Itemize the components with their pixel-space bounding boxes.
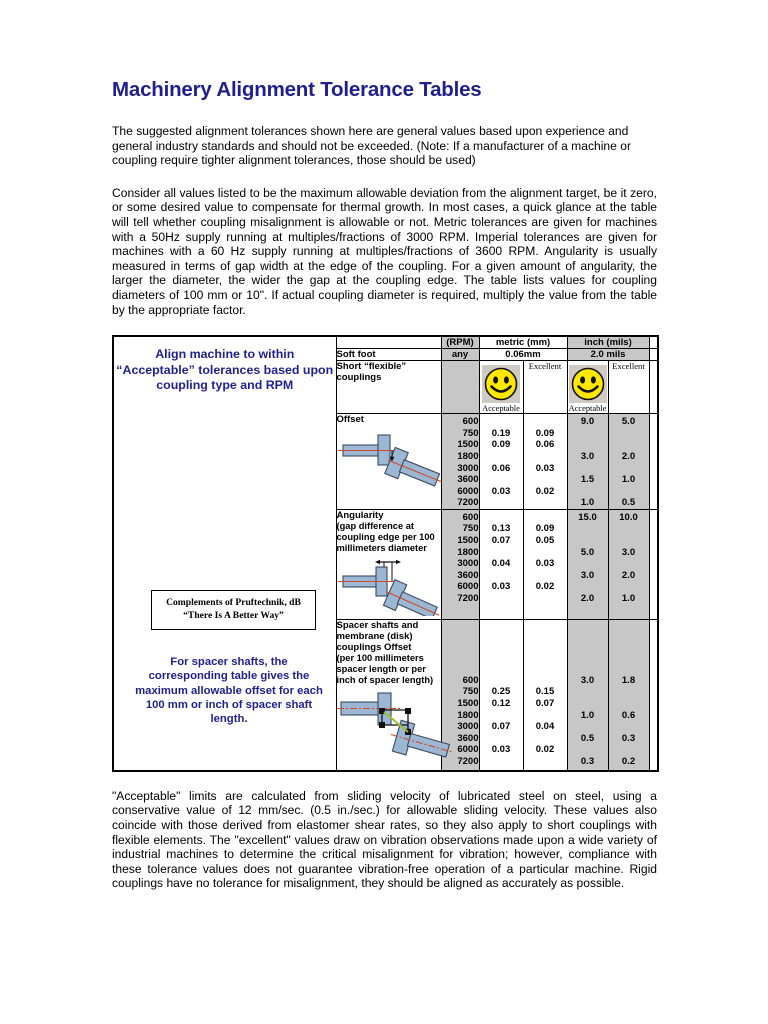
table-cell-value bbox=[568, 698, 608, 710]
table-cell-value: 750 bbox=[462, 427, 479, 439]
offset-inch-excellent bbox=[608, 414, 649, 510]
table-cell-value: 3600 bbox=[457, 732, 479, 744]
angularity-inch-acceptable bbox=[567, 509, 608, 619]
table-cell-value: 1.5 bbox=[580, 474, 595, 486]
table-cell-value: 3600 bbox=[457, 474, 479, 486]
table-cell-value bbox=[568, 558, 608, 570]
table-cell-value bbox=[609, 581, 649, 593]
table-cell-value bbox=[568, 686, 608, 698]
soft-foot-label: Soft foot bbox=[336, 349, 441, 361]
angularity-subtitle: (gap difference at coupling edge per 100 millimeters diameter bbox=[336, 520, 435, 553]
angularity-shaft-diagram bbox=[337, 556, 441, 619]
table-cell-value: 0.2 bbox=[621, 756, 636, 768]
second-paragraph: Consider all values listed to be the maximum allowable deviation from the alignment target, be it zero, or some desired value to compensate for thermal growth. In most cases, a quick glance at the table will tell whether coupling misalignment is allowable or not. Metric tolerances are given for machines with a 50Hz supply running at multiples/fractions of 3000 RPM. Imperial tolerances are given for machines with a 60 Hz supply running at multiples/fractions of 3600 RPM. Angularity is usually measured in terms of gap width at the edge of the coupling. For a given amount of angularity, the larger the diameter, the wider the gap at the coupling edge. The table lists values for coupling diameters of 100 mm or 10". If actual coupling diameter is required, multiply the value from the table by the appropriate factor. bbox=[112, 185, 657, 317]
footer-paragraph: "Acceptable" limits are calculated from sliding velocity of lubricated steel on steel, using a conservative value of 12 mm/sec. (0.5 in./sec.) for allowable sliding velocity. These values also coincide with those derived from elastomer shear rates, so they also apply to short couplings with flexible elements. The "excellent" values draw on vibration observations made upon a wide variety of industrial machines to determine the critical misalignment for vibration; however, compliance with these tolerance values does not guarantee vibration-free operation of a particular machine. Rigid couplings have no tolerance for misalignment, they should be aligned as accurately as possible. bbox=[112, 788, 657, 891]
table-cell-value: 600 bbox=[462, 511, 479, 523]
spacer-metric-acceptable bbox=[479, 619, 523, 771]
offset-tail-cell bbox=[649, 414, 658, 510]
table-cell-value bbox=[480, 710, 523, 722]
table-cell-value: 3.0 bbox=[621, 546, 636, 558]
offset-title: Offset bbox=[336, 414, 364, 426]
table-cell-value: 750 bbox=[462, 523, 479, 535]
table-cell-value: 1500 bbox=[457, 439, 479, 451]
table-cell-value: 750 bbox=[462, 686, 479, 698]
angularity-inch-excellent bbox=[608, 509, 649, 619]
table-cell-value bbox=[609, 698, 649, 710]
spacer-metric-excellent bbox=[523, 619, 567, 771]
metric-acceptable-legend bbox=[479, 361, 523, 414]
table-cell-value bbox=[568, 463, 608, 475]
table-cell-value bbox=[480, 497, 523, 509]
table-cell-value bbox=[524, 512, 567, 524]
table-cell-value bbox=[524, 474, 567, 486]
table-cell-value: 0.07 bbox=[491, 721, 511, 733]
inch-acceptable-caption: Acceptable bbox=[568, 404, 607, 414]
table-cell-value bbox=[524, 733, 567, 745]
table-cell-value bbox=[568, 486, 608, 498]
table-cell-value: 0.07 bbox=[491, 535, 511, 547]
table-cell-value: 7200 bbox=[457, 497, 479, 509]
header-tail-cell bbox=[649, 336, 658, 349]
table-cell-value bbox=[524, 451, 567, 463]
quality-rpm-blank bbox=[441, 361, 479, 414]
table-cell-value: 3600 bbox=[457, 569, 479, 581]
table-cell-value: 0.02 bbox=[535, 485, 555, 497]
intro-paragraph: The suggested alignment tolerances shown here are general values based upon experience and general industry standards and should not be exceeded. (Note: If a manufacturer of a machine or coupling require tighter alignment tolerances, those should be used) bbox=[112, 124, 631, 168]
short-flexible-couplings-label: Short “flexible” couplings bbox=[336, 361, 441, 414]
spacer-type-cell bbox=[336, 619, 441, 771]
spacer-shaft-note: For spacer shafts, the corresponding table gives the maximum allowable offset for each 100 mm or inch of spacer shaft length. bbox=[135, 656, 323, 726]
table-cell-value bbox=[609, 535, 649, 547]
table-cell-value: 0.25 bbox=[491, 686, 511, 698]
offset-metric-excellent bbox=[523, 414, 567, 510]
table-cell-value bbox=[480, 451, 523, 463]
table-cell-value: 0.03 bbox=[491, 485, 511, 497]
page-title: Machinery Alignment Tolerance Tables bbox=[112, 78, 482, 101]
table-cell-value: 3000 bbox=[457, 558, 479, 570]
table-cell-value bbox=[524, 593, 567, 605]
metric-excellent-legend bbox=[523, 361, 567, 414]
table-cell-value: 0.06 bbox=[491, 462, 511, 474]
table-cell-value: 1.0 bbox=[621, 474, 636, 486]
soft-foot-inch: 2.0 mils bbox=[567, 349, 649, 361]
table-cell-value: 0.05 bbox=[535, 535, 555, 547]
table-cell-value: 1.0 bbox=[580, 709, 595, 721]
table-cell-value: 0.09 bbox=[535, 523, 555, 535]
table-cell-value bbox=[480, 416, 523, 428]
left-info-panel bbox=[113, 336, 336, 771]
table-cell-value: 0.3 bbox=[580, 756, 595, 768]
table-cell-value: 2.0 bbox=[621, 569, 636, 581]
table-cell-value: 1800 bbox=[457, 546, 479, 558]
table-cell-value: 600 bbox=[462, 674, 479, 686]
table-cell-value bbox=[568, 721, 608, 733]
table-cell-value: 3.0 bbox=[580, 450, 595, 462]
angularity-metric-acceptable bbox=[479, 509, 523, 619]
table-cell-value: 0.04 bbox=[535, 721, 555, 733]
table-cell-value bbox=[524, 710, 567, 722]
table-cell-value: 0.13 bbox=[491, 523, 511, 535]
table-cell-value bbox=[609, 686, 649, 698]
table-cell-value bbox=[568, 523, 608, 535]
table-cell-value bbox=[480, 675, 523, 687]
table-cell-value: 1.0 bbox=[580, 497, 595, 509]
table-cell-value bbox=[480, 593, 523, 605]
table-cell-value: 1.8 bbox=[621, 674, 636, 686]
table-cell-value: 1.0 bbox=[621, 593, 636, 605]
soft-foot-rpm: any bbox=[441, 349, 479, 361]
table-cell-value: 3.0 bbox=[580, 674, 595, 686]
table-cell-value bbox=[480, 570, 523, 582]
table-cell-value bbox=[609, 744, 649, 756]
table-cell-value bbox=[480, 756, 523, 768]
table-cell-value bbox=[609, 523, 649, 535]
header-metric: metric (mm) bbox=[479, 336, 567, 349]
table-cell-value bbox=[524, 675, 567, 687]
table-cell-value: 0.03 bbox=[491, 744, 511, 756]
table-cell-value: 6000 bbox=[457, 581, 479, 593]
table-cell-value bbox=[609, 428, 649, 440]
header-inch: inch (mils) bbox=[567, 336, 649, 349]
table-cell-value: 0.15 bbox=[535, 686, 555, 698]
table-cell-value: 6000 bbox=[457, 744, 479, 756]
table-cell-value bbox=[568, 439, 608, 451]
table-cell-value: 0.6 bbox=[621, 709, 636, 721]
table-cell-value: 0.03 bbox=[535, 558, 555, 570]
inch-acceptable-legend bbox=[567, 361, 608, 414]
table-cell-value bbox=[609, 439, 649, 451]
table-cell-value: 6000 bbox=[457, 485, 479, 497]
smiley-face-icon bbox=[482, 365, 520, 403]
compliments-box bbox=[151, 590, 316, 630]
table-cell-value: 10.0 bbox=[619, 511, 638, 523]
table-cell-value bbox=[609, 463, 649, 475]
header-blank-cell bbox=[336, 336, 441, 349]
left-panel-headline: Align machine to within “Acceptable” tolerances based upon coupling type and RPM bbox=[114, 337, 336, 394]
spacer-inch-excellent bbox=[608, 619, 649, 771]
table-cell-value: 0.02 bbox=[535, 744, 555, 756]
spacer-tail-cell bbox=[649, 619, 658, 771]
soft-foot-tail-cell bbox=[649, 349, 658, 361]
table-cell-value: 1800 bbox=[457, 709, 479, 721]
angularity-metric-excellent bbox=[523, 509, 567, 619]
spacer-shaft-diagram bbox=[337, 688, 441, 767]
offset-inch-acceptable bbox=[567, 414, 608, 510]
table-cell-value: 0.02 bbox=[535, 581, 555, 593]
table-cell-value: 3000 bbox=[457, 462, 479, 474]
offset-shaft-diagram bbox=[337, 427, 441, 492]
table-cell-value: 1500 bbox=[457, 698, 479, 710]
table-cell-value bbox=[524, 497, 567, 509]
table-cell-value: 0.09 bbox=[491, 439, 511, 451]
table-cell-value bbox=[524, 547, 567, 559]
table-cell-value bbox=[480, 733, 523, 745]
table-cell-value: 15.0 bbox=[578, 511, 597, 523]
table-cell-value bbox=[480, 474, 523, 486]
header-rpm: (RPM) bbox=[441, 336, 479, 349]
angularity-title: Angularity bbox=[336, 509, 384, 521]
soft-foot-metric: 0.06mm bbox=[479, 349, 567, 361]
table-cell-value bbox=[568, 744, 608, 756]
table-cell-value: 0.03 bbox=[491, 581, 511, 593]
inch-excellent-caption: Excellent bbox=[612, 361, 645, 372]
offset-type-cell bbox=[336, 414, 441, 510]
table-cell-value bbox=[568, 581, 608, 593]
smiley-face-icon bbox=[569, 365, 607, 403]
spacer-inch-acceptable bbox=[567, 619, 608, 771]
table-cell-value: 0.03 bbox=[535, 462, 555, 474]
table-cell-value: 3000 bbox=[457, 721, 479, 733]
table-cell-value bbox=[524, 416, 567, 428]
table-cell-value: 3.0 bbox=[580, 569, 595, 581]
table-cell-value: 0.06 bbox=[535, 439, 555, 451]
table-cell-value: 1500 bbox=[457, 535, 479, 547]
table-cell-value bbox=[609, 558, 649, 570]
offset-metric-acceptable bbox=[479, 414, 523, 510]
table-cell-value bbox=[568, 428, 608, 440]
metric-excellent-caption: Excellent bbox=[528, 361, 562, 372]
table-cell-value bbox=[524, 570, 567, 582]
table-cell-value: 9.0 bbox=[580, 416, 595, 428]
spacer-subtitle: (per 100 millimeters spacer length or per inch of spacer length) bbox=[336, 652, 434, 685]
table-cell-value: 7200 bbox=[457, 756, 479, 768]
table-cell-value: 1800 bbox=[457, 450, 479, 462]
quality-tail-cell bbox=[649, 361, 658, 414]
table-cell-value: 600 bbox=[462, 416, 479, 428]
table-cell-value: 0.3 bbox=[621, 732, 636, 744]
table-cell-value: 0.07 bbox=[535, 698, 555, 710]
table-cell-value: 0.19 bbox=[491, 427, 511, 439]
table-cell-value: 0.5 bbox=[580, 732, 595, 744]
table-cell-value bbox=[524, 756, 567, 768]
table-header-units-row bbox=[113, 336, 658, 349]
table-cell-value: 5.0 bbox=[580, 546, 595, 558]
angularity-tail-cell bbox=[649, 509, 658, 619]
table-cell-value: 2.0 bbox=[621, 450, 636, 462]
compliments-line-2: “There Is A Better Way” bbox=[183, 609, 284, 621]
table-cell-value: 0.09 bbox=[535, 427, 555, 439]
table-cell-value bbox=[609, 486, 649, 498]
table-cell-value bbox=[609, 721, 649, 733]
spacer-title: Spacer shafts and membrane (disk) couplings Offset bbox=[336, 619, 419, 653]
metric-acceptable-caption: Acceptable bbox=[482, 404, 520, 414]
table-cell-value: 2.0 bbox=[580, 593, 595, 605]
table-cell-value bbox=[568, 535, 608, 547]
table-cell-value: 0.5 bbox=[621, 497, 636, 509]
tolerance-table bbox=[112, 335, 659, 772]
document-content bbox=[112, 78, 657, 909]
table-cell-value: 7200 bbox=[457, 593, 479, 605]
table-cell-value bbox=[480, 512, 523, 524]
table-cell-value: 0.04 bbox=[491, 558, 511, 570]
table-cell-value: 0.12 bbox=[491, 698, 511, 710]
table-cell-value: 5.0 bbox=[621, 416, 636, 428]
inch-excellent-legend bbox=[608, 361, 649, 414]
table-cell-value bbox=[480, 547, 523, 559]
compliments-line-1: Complements of Pruftechnik, dB bbox=[166, 597, 301, 609]
angularity-type-cell bbox=[336, 509, 441, 619]
